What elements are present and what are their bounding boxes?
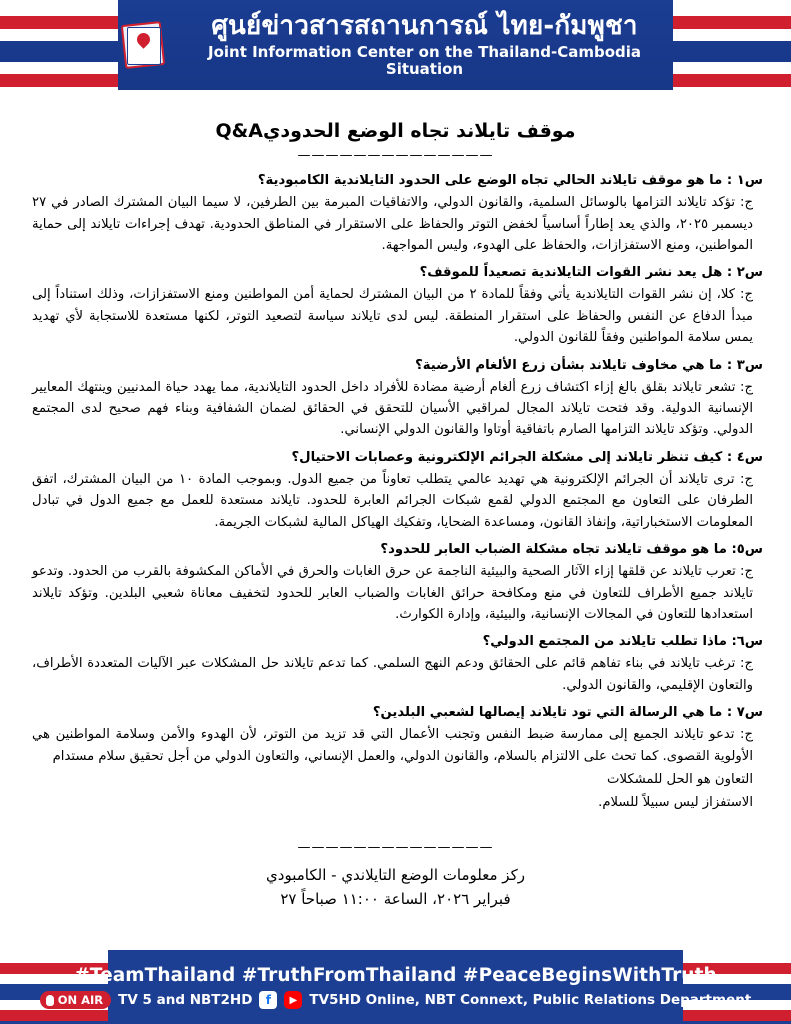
qa-item — [28, 540, 763, 625]
footer-center — [57, 950, 752, 1024]
microphone-icon — [46, 995, 54, 1006]
thai-flag-ribbon-footer-right — [683, 950, 791, 1024]
facebook-icon[interactable]: f — [259, 991, 277, 1009]
question-text: س٥: ما هو موقف تايلاند تجاه مشكلة الضباب العابر للحدود؟ — [380, 542, 763, 558]
answer-text: ج: كلا، إن نشر القوات التايلاندية يأتي وفقاً للمادة ٢ من البيان المشترك لحماية أمن المواطنين ومنع الاستفزازات، وذلك استناداً إلى مبدأ الدفاع عن النفس والحفاظ على استقرار المنطقة. ليس لدى تايلاند سياسة لتصعيد التوتر، لكنها مستعدة للاستجابة لأي تهديد يمس سلامة المواطنين وفقاً للقانون الدولي. — [32, 287, 753, 346]
header-title-english: Joint Information Center on the Thailand-Cambodia Situation — [207, 42, 641, 78]
hashtags-line: #TeamThailand #TruthFromThailand #PeaceBeginsWithTruth — [74, 965, 717, 986]
qa-list — [28, 171, 763, 814]
document-signature — [28, 840, 763, 911]
title-divider: —————————————— — [297, 148, 494, 163]
signature-divider: —————————————— — [297, 839, 494, 855]
qa-item — [28, 171, 763, 256]
answer-text: ج: ترى تايلاند أن الجرائم الإلكترونية هي تهديد عالمي يتطلب تعاوناً من جميع الدول. وبموجب المادة ١٠ من البيان المشترك، اتفق الطرفان على التعاون مع المجتمع الدولي لقمع شبكات الجرائم العابرة للحدود. تايلاند مستعدة للعمل مع جميع الدول في تبادل المعلومات الاستخباراتية، وإنفاذ القانون، ومساعدة الضحايا، وتفكيك الهياكل المالية لشبكات الجريمة. — [32, 471, 754, 530]
qa-item — [28, 263, 763, 348]
answer-text: ج: تشعر تايلاند بقلق بالغ إزاء اكتشاف زرع ألغام أرضية مضادة للأفراد داخل الحدود التايلاندية، مما يهدد حياة المدنيين وينتهك المعايير الإنسانية الدولية. وقد فتحت تايلاند المجال لمراقبي الأسيان للتحقق في الحقائق لضمان الشفافية وبناء فهم صحيح لدى المجتمع الدولي. وتؤكد تايلاند التزامها الصارم باتفاقية أوتاوا والقانون الدولي الإنساني. — [32, 379, 753, 438]
page-footer — [0, 950, 791, 1024]
online-platforms-label: TV5HD Online, NBT Connext, Public Relations Department — [309, 992, 752, 1008]
question-text: س٦: ماذا تطلب تايلاند من المجتمع الدولي؟ — [482, 634, 763, 650]
header-center — [120, 0, 671, 90]
thai-flag-ribbon-right — [673, 0, 791, 90]
thai-flag-ribbon-footer-left — [0, 950, 108, 1024]
youtube-icon[interactable]: ▶ — [284, 991, 302, 1009]
question-text: س٢ : هل يعد نشر القوات التايلاندية تصعيداً للموقف؟ — [419, 265, 763, 281]
closing-line-2: الاستفزاز ليس سبيلاً للسلام. — [598, 795, 753, 811]
qa-item — [28, 703, 763, 767]
tv-channels-label: TV 5 and NBT2HD — [118, 992, 253, 1008]
page-title: موقف تايلاند تجاه الوضع الحدوديQ&A — [215, 120, 576, 142]
answer-text: ج: ترغب تايلاند في بناء تفاهم قائم على الحقائق ودعم النهج السلمي. كما تدعم تايلاند حل المشكلات عبر الآليات المتعددة الأطراف، والتعاون الإقليمي، والقانون الدولي. — [32, 656, 753, 693]
question-text: س٧ : ما هي الرسالة التي تود تايلاند إيصالها لشعبي البلدين؟ — [372, 705, 763, 721]
qa-item — [28, 356, 763, 441]
signature-organization: ركز معلومات الوضع التايلاندي - الكامبودي — [266, 865, 525, 884]
answer-text: ج: تدعو تايلاند الجميع إلى ممارسة ضبط النفس وتجنب الأعمال التي قد تزيد من التوتر، لأن الهدوء والأمن وسلامة المواطنين هي الأولوية القصوى. كما تحث على الالتزام بالسلام، والقانون الدولي، والعمل الإنساني، والتعاون الدولي من أجل تحقيق سلام مستدام — [32, 727, 753, 764]
closing-line-1: التعاون هو الحل للمشكلات — [607, 772, 753, 788]
document-body — [0, 90, 791, 974]
question-text: س٣ : ما هي مخاوف تايلاند بشأن زرع الألغام الأرضية؟ — [415, 357, 763, 373]
signature-timestamp: فبراير ٢٠٢٦، الساعة ١١:٠٠ صباحاً ٢٧ — [280, 889, 511, 908]
header-titles — [178, 12, 671, 78]
on-air-badge — [40, 991, 111, 1009]
broadcast-info-row — [40, 991, 752, 1009]
header-title-thai: ศูนย์ข่าวสารสถานการณ์ ไทย-กัมพูชา — [211, 10, 638, 41]
question-text: س٤ : كيف تنظر تايلاند إلى مشكلة الجرائم الإلكترونية وعصابات الاحتيال؟ — [291, 449, 763, 465]
answer-text: ج: تعرب تايلاند عن قلقها إزاء الآثار الصحية والبيئية الناجمة عن حرق الغابات والحرق في الأماكن المكشوفة بالقرب من الحدود. وتدعو تايلاند جميع الأطراف للتعاون في منع ومكافحة حرائق الغابات والضباب العابر للحدود لتخفيف معاناة شعبي البلدين. وتؤكد تايلاند استعدادها للتعاون في المجالات الإنسانية، والبيئية، وإدارة الكوارث. — [32, 564, 753, 622]
on-air-label: ON AIR — [57, 993, 104, 1007]
qa-item — [28, 632, 763, 696]
question-text: س١ : ما هو موقف تايلاند الحالي تجاه الوضع على الحدود التايلاندية الكامبودية؟ — [257, 173, 763, 188]
qa-item — [28, 448, 763, 533]
answer-text: ج: تؤكد تايلاند التزامها بالوسائل السلمية، والقانون الدولي، والاتفاقيات المبرمة بين الطرفين، لا سيما البيان المشترك الصادر في ٢٧ ديسمبر ٢٠٢٥، والذي يعد إطاراً أساسياً لخفض التوتر والحفاظ على الاستقرار في المناطق الحدودية. تهدف إجراءات تايلاند إلى حماية المواطنين، ومنع الاستفزازات، والحفاظ على الهدوء، وليس المواجهة. — [32, 195, 753, 253]
page-header — [0, 0, 791, 90]
book-map-pin-icon — [120, 17, 166, 73]
thai-flag-ribbon-left — [0, 0, 118, 90]
